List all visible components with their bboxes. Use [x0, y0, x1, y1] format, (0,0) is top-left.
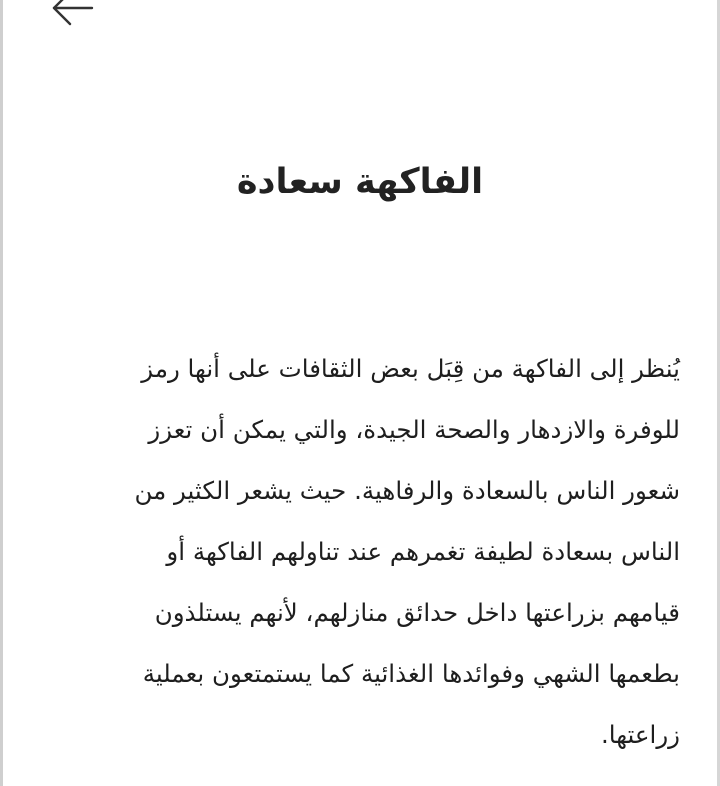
article-title: الفاكهة سعادة	[236, 162, 484, 202]
article-body	[60, 338, 680, 765]
back-button[interactable]	[44, 0, 100, 28]
arrow-left-icon	[44, 0, 100, 28]
body-line: قيامهم بزراعتها داخل حدائق منازلهم، لأنهم يستلذون	[154, 598, 680, 627]
left-edge-divider	[0, 0, 3, 786]
body-line: يُنظر إلى الفاكهة من قِبَل بعض الثقافات على أنها رمز	[141, 354, 680, 383]
body-line: زراعتها.	[600, 720, 680, 749]
body-line: شعور الناس بالسعادة والرفاهية. حيث يشعر الكثير من	[134, 476, 680, 505]
body-line: الناس بسعادة لطيفة تغمرهم عند تناولهم الفاكهة أو	[166, 537, 680, 566]
body-line: بطعمها الشهي وفوائدها الغذائية كما يستمتعون بعملية	[142, 659, 680, 688]
body-line: للوفرة والازدهار والصحة الجيدة، والتي يمكن أن تعزز	[148, 415, 680, 444]
